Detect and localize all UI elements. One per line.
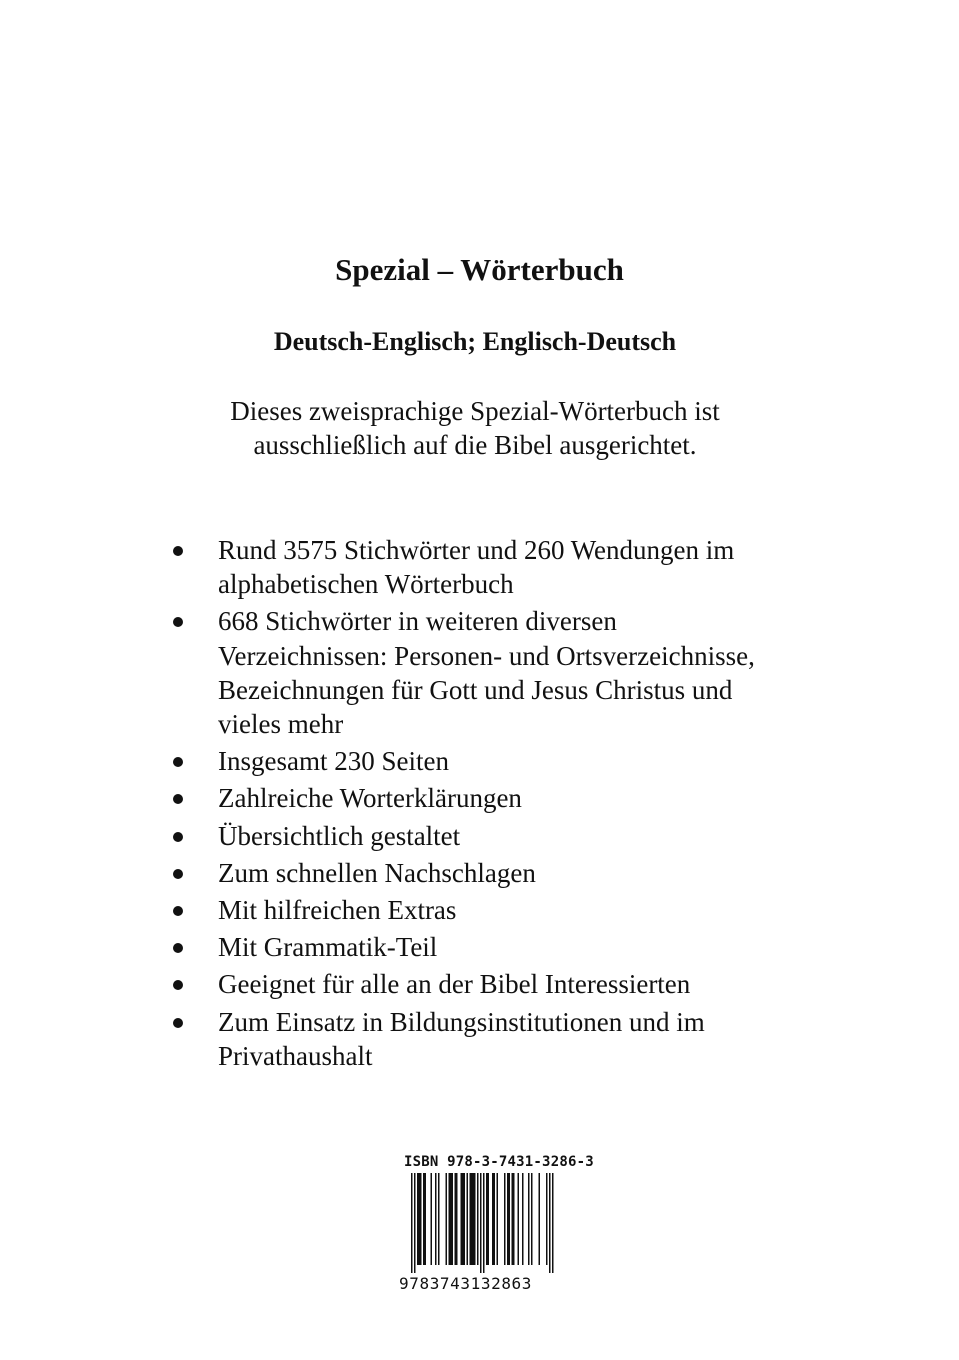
barcode-bar: [549, 1173, 551, 1273]
isbn-barcode: [399, 1154, 594, 1294]
barcode-bar: [449, 1173, 451, 1265]
barcode-bar: [446, 1173, 448, 1265]
barcode-bar: [477, 1173, 479, 1265]
barcode-bar: [507, 1173, 509, 1265]
feature-item: [170, 533, 850, 601]
intro-line: Dieses zweisprachige Spezial-Wörterbuch ist: [230, 396, 720, 426]
barcode-bar: [522, 1173, 524, 1265]
feature-list: [170, 533, 850, 1076]
bullet-icon: [173, 757, 183, 767]
barcode-bar: [467, 1173, 469, 1265]
barcode-bar: [438, 1173, 440, 1265]
barcode-bar: [474, 1173, 476, 1265]
barcode-bar: [483, 1173, 485, 1273]
barcode-bar: [509, 1173, 511, 1265]
barcode-bar: [425, 1173, 427, 1265]
feature-text: Zahlreiche Worterklärungen: [218, 783, 522, 814]
intro-text: [0, 394, 950, 462]
feature-item: [170, 967, 850, 1001]
barcode-bar: [552, 1173, 554, 1273]
barcode-bar: [420, 1173, 422, 1265]
barcode-bar: [411, 1173, 413, 1273]
feature-text: 668 Stichwörter in weiteren diversen: [218, 606, 617, 637]
intro-line: ausschließlich auf die Bibel ausgerichtet.: [253, 430, 697, 460]
feature-text: alphabetischen Wörterbuch: [218, 569, 514, 600]
barcode-bar: [417, 1173, 419, 1265]
feature-text: Verzeichnissen: Personen- und Ortsverzeichnisse,: [218, 640, 755, 671]
book-subtitle: Deutsch-Englisch; Englisch-Deutsch: [273, 327, 677, 356]
barcode-bar: [492, 1173, 494, 1265]
bullet-icon: [173, 794, 183, 804]
bullet-icon: [173, 869, 183, 879]
feature-item: [170, 604, 850, 741]
feature-text: Mit hilfreichen Extras: [218, 895, 457, 926]
feature-item: [170, 856, 850, 890]
barcode-bar: [419, 1173, 421, 1265]
feature-text: Übersichtlich gestaltet: [218, 820, 461, 851]
feature-text: Zum schnellen Nachschlagen: [218, 857, 536, 888]
barcode-bar: [504, 1173, 506, 1265]
barcode-bar: [480, 1173, 482, 1273]
barcode-bar: [528, 1173, 530, 1265]
feature-item: [170, 819, 850, 853]
bullet-icon: [173, 906, 183, 916]
bullet-icon: [173, 617, 183, 627]
bullet-icon: [173, 1018, 183, 1028]
feature-text: Mit Grammatik-Teil: [218, 932, 438, 963]
feature-text: Bezeichnungen für Gott und Jesus Christus und: [218, 674, 733, 705]
feature-item: [170, 930, 850, 964]
barcode-bar: [471, 1173, 473, 1265]
barcode-bar: [486, 1173, 488, 1265]
feature-item: [170, 781, 850, 815]
feature-text: vieles mehr: [218, 709, 344, 740]
barcode-bar: [513, 1173, 515, 1265]
barcode-bar: [455, 1173, 457, 1265]
bullet-icon: [173, 943, 183, 953]
barcode-bar: [450, 1173, 452, 1265]
feature-item: [170, 1005, 850, 1073]
barcode-bar: [531, 1173, 533, 1265]
barcode-bar: [431, 1173, 433, 1265]
barcode-bar: [546, 1173, 548, 1265]
feature-item: [170, 744, 850, 778]
barcode-bar: [512, 1173, 514, 1265]
bullet-icon: [173, 546, 183, 556]
bullet-icon: [173, 832, 183, 842]
feature-text: Insgesamt 230 Seiten: [218, 746, 449, 777]
barcode-bar: [464, 1173, 466, 1265]
barcode-bar: [414, 1173, 416, 1273]
barcode-bar: [435, 1173, 437, 1265]
barcode-bar: [452, 1173, 454, 1265]
ean-digits: 9783743132863: [399, 1274, 533, 1293]
barcode-bar: [473, 1173, 475, 1265]
barcode-bar: [494, 1173, 496, 1265]
feature-text: Zum Einsatz in Bildungsinstitutionen und im: [218, 1006, 705, 1037]
feature-item: [170, 893, 850, 927]
barcode-bar: [462, 1173, 464, 1265]
barcode-bar: [461, 1173, 463, 1265]
isbn-label: ISBN 978-3-7431-3286-3: [404, 1154, 594, 1170]
barcode-bar: [488, 1173, 490, 1265]
feature-text: Rund 3575 Stichwörter und 260 Wendungen im: [218, 535, 735, 565]
barcode-bar: [539, 1173, 541, 1265]
barcode-bars: [399, 1173, 559, 1273]
feature-text: Privathaushalt: [218, 1040, 373, 1071]
feature-text: Geeignet für alle an der Bibel Interessierten: [218, 969, 691, 1000]
barcode-bar: [423, 1173, 425, 1265]
book-title: Spezial – Wörterbuch: [335, 252, 624, 287]
barcode-bar: [497, 1173, 499, 1265]
barcode-bar: [456, 1173, 458, 1265]
barcode-bar: [470, 1173, 472, 1265]
bullet-icon: [173, 980, 183, 990]
barcode-bar: [518, 1173, 520, 1265]
